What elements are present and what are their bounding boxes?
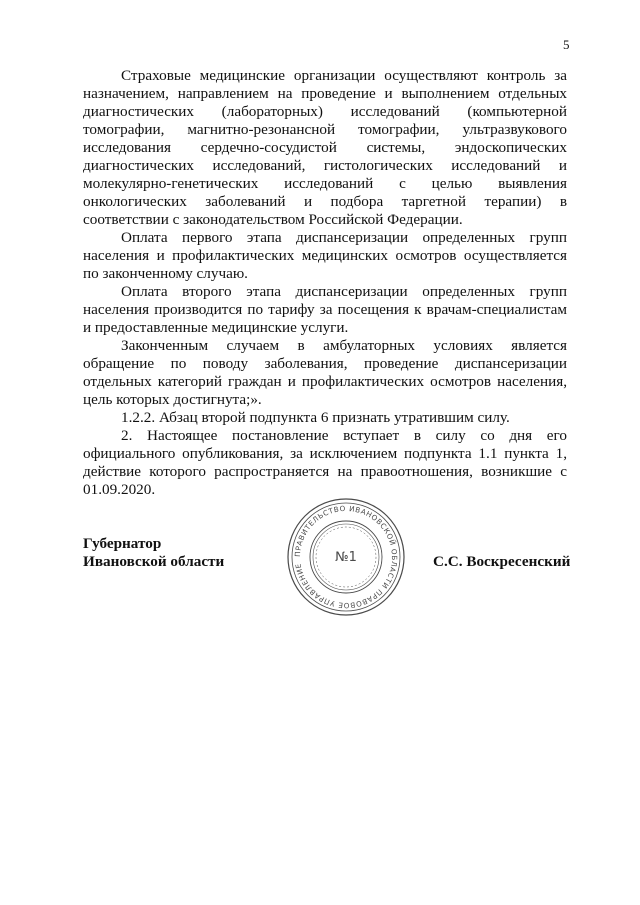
page-number: 5 xyxy=(563,37,570,52)
seal-ring-text: ПРАВИТЕЛЬСТВО ИВАНОВСКОЙ ОБЛАСТИ ПРАВОВОЕ УПРАВЛЕНИЕ xyxy=(292,503,400,611)
seal-number: №1 xyxy=(335,550,357,565)
paragraph-clause-1-2-2: 1.2.2. Абзац второй подпункта 6 признать утратившим силу. xyxy=(121,409,510,426)
paragraph-effective-date: 2. Настоящее постановление вступает в силу со дня его официального опубликования, за исключением подпункта 1.1 пункта 1, действие которого распространяется на правоотношения, возникшие с 01.09.2020. xyxy=(83,427,567,498)
paragraph-second-stage-payment: Оплата второго этапа диспансеризации определенных групп населения производится по тарифу за посещения к врачам-специалистам и предоставленные медицинские услуги. xyxy=(83,283,567,336)
official-seal xyxy=(271,498,421,618)
signatory-title-line1: Губернатор xyxy=(83,535,162,552)
document-body xyxy=(83,67,567,499)
paragraph-insurance-control: Страховые медицинские организации осуществляют контроль за назначением, направлением на проведение и выполнением отдельных диагностических (лабораторных) исследований (компьютерной томографии, магнитно-резонансной томографии, ультразвукового исследования сердечно-сосудистой системы, эндоскопических диагностических исследований, гистологических исследований и молекулярно-генетических исследований с целью выявления онкологических заболеваний и подбора таргетной терапии) в соответствии с законодательством Российской Федерации. xyxy=(83,67,567,228)
signatory-title-line2: Ивановской области xyxy=(83,553,225,570)
signatory-name: С.С. Воскресенский xyxy=(433,553,571,570)
paragraph-completed-case: Законченным случаем в амбулаторных условиях является обращение по поводу заболевания, проведение диспансеризации отдельных категорий граждан и профилактических осмотров населения, цель которых достигнута;». xyxy=(83,337,567,408)
paragraph-first-stage-payment: Оплата первого этапа диспансеризации определенных групп населения и профилактических медицинских осмотров осуществляется по законченному случаю. xyxy=(83,229,567,282)
signatory-title xyxy=(83,535,224,571)
